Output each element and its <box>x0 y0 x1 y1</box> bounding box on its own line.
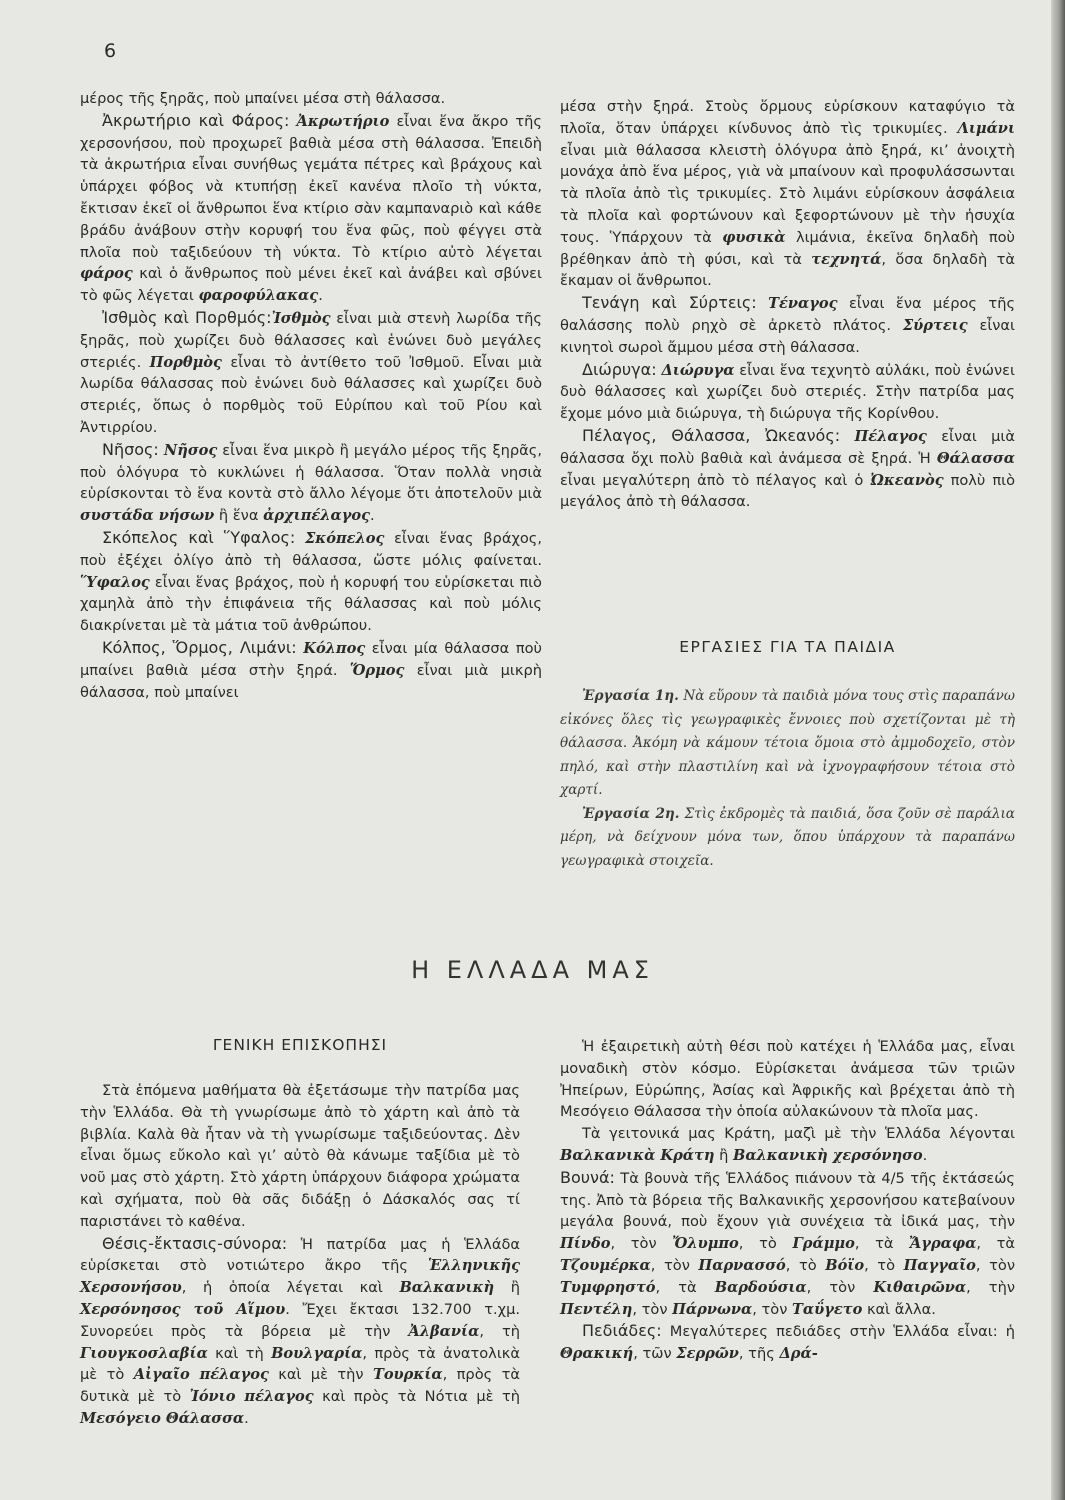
text: , τὴν <box>966 1278 1015 1296</box>
term: Μεσόγειο Θάλασσα <box>80 1409 245 1427</box>
text: . <box>318 287 323 305</box>
term: Βαλκανικὴ <box>399 1279 495 1297</box>
text: καὶ ἄλλα. <box>862 1300 936 1318</box>
paragraph-pelagos <box>560 425 1015 513</box>
term: Πίνδο <box>560 1235 611 1253</box>
text: εἶναι μιὰ μικρὴ θάλασσα, ποὺ μπαίνει <box>80 661 542 701</box>
paragraph-thesis <box>80 1233 520 1430</box>
text: , τὸ <box>785 1256 826 1274</box>
paragraph-dioryga <box>560 359 1015 425</box>
text: εἶναι ἕνα ἄκρο τῆς χερσονήσου, ποὺ προχωρεῖ βαθιὰ μέσα στὴ θάλασσα. Ἐπειδὴ τὰ ἀκρωτήρια εἶναι συνήθως γεμάτα πέτρες καὶ βράχους καὶ ὑπάρχει φόβος νὰ κτυπήσῃ ἐκεῖ κανένα πλοῖο τὴ νύκτα, ἔκτισαν ἐκεῖ οἱ ἄνθρωποι ἕνα κτίριο σὰν καμπαναριὸ καὶ κάθε βράδυ ἀνάβουν στὴν κορυφή του ἕνα φῶς, ποὺ φέγγει στὰ πλοῖα ποὺ ταξιδεύουν τὴ νύκτα. Τὸ κτίριο αὐτὸ λέγεται <box>80 112 542 261</box>
term-heading: Διώρυγα: <box>582 359 657 379</box>
text: Ἡ ἐξαιρετικὴ αὐτὴ θέσι ποὺ κατέχει ἡ Ἑλλάδα μας, εἶναι μοναδικὴ στὸν κόσμο. Εὑρίσκεται ἀνάμεσα τῶν τριῶν Ἠπείρων, Εὐρώπης, Ἀσίας καὶ Ἀφρικῆς καὶ βρέχεται ἀπὸ τὴ Μεσόγειο Θάλασσα τὴν ὁποία αὐλακώνουν τὰ πλοῖα μας. <box>560 1038 1015 1121</box>
term-heading: Σκόπελος καὶ Ὕφαλος: <box>102 527 296 547</box>
term: Τυμφρηστό <box>560 1278 656 1296</box>
term: Σερρῶν <box>676 1345 739 1363</box>
paragraph-tenagi <box>560 292 1015 358</box>
lower-right-column <box>560 1036 1015 1365</box>
term-heading: Πέλαγος, Θάλασσα, Ὠκεανός: <box>582 425 841 445</box>
term: Πεντέλη <box>560 1300 633 1318</box>
term: Ἰσθμὸς <box>271 309 331 327</box>
term: Βαλκανικὰ Κράτη <box>560 1146 715 1164</box>
term: φάρος <box>80 265 133 283</box>
text: πολὺ πιὸ μεγάλος ἀπὸ τὴ θάλασσα. <box>560 471 1015 511</box>
text: εἶναι μιὰ στενὴ λωρίδα τῆς ξηρᾶς, ποὺ χωρίζει δυὸ θάλασσες καὶ ἑνώνει δυὸ μεγάλες στεριές. <box>80 309 542 371</box>
page-edge-shadow <box>1051 0 1065 1500</box>
term: Κιθαιρῶνα <box>873 1278 967 1296</box>
term: Πορθμὸς <box>149 353 222 371</box>
term: ἀρχιπέλαγος <box>263 507 370 525</box>
term: Πάρνωνα <box>672 1300 753 1318</box>
paragraph-nisos <box>80 439 542 527</box>
text: , τὸν <box>975 1256 1015 1274</box>
task-label: Ἐργασία 1η. <box>582 688 679 704</box>
term: Γράμμο <box>792 1235 855 1253</box>
text: μέσα στὴν ξηρά. Στοὺς ὅρμους εὑρίσκουν καταφύγιο τὰ πλοῖα, ὅταν ὑπάρχει κίνδυνος ἀπὸ τὶς τρικυμίες. <box>560 98 1015 137</box>
term-heading: Νῆσος: <box>102 439 159 459</box>
text: , τὸν <box>610 1235 673 1253</box>
term-heading: Κόλπος, Ὅρμος, Λιμάνι: <box>102 637 297 657</box>
text: εἶναι μιὰ θάλασσα κλειστὴ ὁλόγυρα ἀπὸ ξηρά, κι’ ἀνοιχτὴ μονάχα ἀπὸ ἕνα μέρος, γιὰ νὰ μπαίνουν καὶ προφυλάσσωνται τὰ πλοῖα ἀπὸ τὶς τρικυμίες. Στὸ λιμάνι εὑρίσκουν ἀσφάλεια τὰ πλοῖα καὶ φορτώνουν καὶ ξεφορτώνουν μὲ τὴν ἡσυχία τους. Ὑπάρχουν τὰ <box>560 141 1015 246</box>
term: Ὕφαλος <box>80 573 150 591</box>
term: Θάλασσα <box>936 449 1015 467</box>
term: Βαρδούσια <box>714 1278 807 1296</box>
text: . <box>922 1146 928 1164</box>
term: τεχνητά <box>811 250 882 268</box>
term: Παρνασσό <box>698 1256 786 1274</box>
term-heading: Ἀκρωτήριο καὶ Φάρος: <box>102 110 290 130</box>
term: Τζουμέρκα <box>560 1256 651 1274</box>
paragraph-intro <box>80 1080 520 1233</box>
text: λιμάνια, ἐκεῖνα δηλαδὴ ποὺ βρέθηκαν ἀπὸ τὴ φύσι, καὶ τὰ <box>560 228 1016 268</box>
text: εἶναι τὸ ἀντίθετο τοῦ Ἰσθμοῦ. Εἶναι μιὰ λωρίδα θάλασσας ποὺ ἑνώνει δυὸ θάλασσες καὶ χωρίζει δυὸ στεριές, ὅπως ὁ πορθμὸς τοῦ Εὐρίπου καὶ τοῦ Ρίου καὶ Ἀντιρρίου. <box>80 353 542 436</box>
term: συστάδα νήσων <box>80 507 215 525</box>
paragraph-skopelos <box>80 527 542 637</box>
text: Ἡ πατρίδα μας ἡ Ἑλλάδα εὑρίσκεται στὸ νοτιώτερο ἄκρο τῆς <box>80 1235 520 1275</box>
term: Ἀλβανία <box>408 1322 480 1340</box>
text: . <box>369 507 375 525</box>
term: Ἰόνιο πέλαγος <box>189 1388 314 1406</box>
task-1 <box>560 685 1015 803</box>
term: Δρά- <box>779 1345 818 1363</box>
term-heading: Πεδιάδες: <box>582 1321 662 1341</box>
term: Ἄγραφα <box>909 1235 977 1253</box>
text: Τὰ βουνὰ τῆς Ἑλλάδος πιάνουν τὰ 4/5 τῆς ἐκτάσεώς της. Ἀπὸ τὰ βόρεια τῆς Βαλκανικῆς χερσονήσου κατεβαίνουν μεγάλα βουνά, ποὺ ἔχουν γιὰ συνέχεια τὰ ἰδικά μας, τὴν <box>560 1169 1015 1231</box>
text: , τὰ <box>854 1235 910 1253</box>
term-heading: Βουνά: <box>560 1167 615 1187</box>
text: . Ἔχει ἔκτασι 132.700 τ.χμ. Συνορεύει πρὸς τὰ βόρεια μὲ τὴν <box>80 1300 520 1340</box>
text: Στὰ ἑπόμενα μαθήματα θὰ ἐξετάσωμε τὴν πατρίδα μας τὴν Ἑλλάδα. Θὰ τὴ γνωρίσωμε ἀπὸ τὸ χάρτη καὶ ἀπὸ τὰ βιβλία. Καλὰ θὰ ἦταν νὰ τὴ γνωρίσωμε ταξιδεύοντας. Δὲν εἶναι ὅμως εὔκολο καὶ γι’ αὐτὸ θὰ κάνωμε ταξίδια μὲ τὸ νοῦ μας στὸ χάρτη. Στὸ χάρτη ὑπάρχουν διάφορα χρώματα καὶ σχήματα, ποὺ θὰ σᾶς διδάξῃ ὁ Δάσκαλός σας τί παριστάνει τὸ καθένα. <box>80 1082 520 1230</box>
term: Νῆσος <box>163 441 218 459</box>
paragraph-isthmos <box>80 307 542 439</box>
page-number: 6 <box>104 40 117 62</box>
lower-left-column <box>80 1080 520 1430</box>
text: , τὸν <box>806 1278 874 1296</box>
text: , τὸν <box>752 1300 793 1318</box>
text: εἶναι κινητοὶ σωροὶ ἄμμου μέσα στὴ θάλασσα. <box>560 316 1015 356</box>
text: , τὸν <box>650 1256 699 1274</box>
paragraph-akrotirio <box>80 110 542 307</box>
term: Βόϊο <box>825 1256 865 1274</box>
text: καὶ πρὸς τὰ Νότια μὲ τὴ <box>313 1388 521 1406</box>
text: , πρὸς τὰ δυτικὰ μὲ τὸ <box>80 1366 520 1406</box>
text: καὶ ὁ ἄνθρωπος ποὺ μένει ἐκεῖ καὶ ἀνάβει καὶ σβύνει τὸ φῶς λέγεται <box>80 265 542 305</box>
term: Γιουγκοσλαβία <box>80 1344 208 1362</box>
tasks-block <box>560 685 1015 873</box>
term: Κόλπος <box>303 639 366 657</box>
upper-right-column <box>560 96 1015 513</box>
term: Βουλγαρία <box>271 1344 363 1362</box>
upper-left-column <box>80 88 542 703</box>
subsection-title: ΓΕΝΙΚΗ ΕΠΙΣΚΟΠΗΣΙ <box>212 1036 388 1054</box>
term-heading: Θέσις-ἔκτασις-σύνορα: <box>102 1233 288 1253</box>
text: εἶναι ἕνας βράχος, ποὺ ἐξέχει ὀλίγο ἀπὸ τὴ θάλασσα, ὥστε μόλις φαίνεται. <box>80 529 543 569</box>
text: , τῆς <box>738 1345 780 1363</box>
term: Ὠκεανὸς <box>870 471 944 489</box>
paragraph-neighbors <box>560 1123 1015 1167</box>
term: Βαλκανικὴ χερσόνησο <box>732 1146 923 1164</box>
term: Αἰγαῖο πέλαγος <box>133 1366 269 1384</box>
term: Ταΰγετο <box>792 1300 863 1318</box>
term-heading: Ἰσθμὸς καὶ Πορθμός: <box>102 307 272 327</box>
term: Σύρτεις <box>902 316 968 334</box>
term: Χερσόνησος τοῦ Αἵμου <box>80 1300 286 1318</box>
text: , ἡ ὁποία λέγεται καὶ <box>181 1279 400 1297</box>
text: , τῶν <box>633 1345 677 1363</box>
term: Σκόπελος <box>304 529 385 547</box>
text: , πρὸς τὰ ἀνατολικὰ μὲ τὸ <box>80 1344 520 1384</box>
term: Ἀκρωτήριο <box>296 112 390 130</box>
term-heading: Τενάγη καὶ Σύρτεις: <box>582 293 757 313</box>
text: , τὴ <box>479 1322 520 1340</box>
term: Ὄλυμπο <box>672 1235 739 1253</box>
term: Παγγαῖο <box>903 1256 976 1274</box>
task-2 <box>560 803 1015 874</box>
term: Τουρκία <box>372 1366 443 1384</box>
paragraph <box>80 88 542 110</box>
text: Μεγαλύτερες πεδιάδες στὴν Ἑλλάδα εἶναι: ἡ <box>661 1323 1015 1341</box>
term: φυσικὰ <box>722 228 786 246</box>
term: Πέλαγος <box>854 427 927 445</box>
paragraph-kolpos <box>80 637 542 703</box>
paragraph-limani <box>560 96 1015 292</box>
task-text: Νὰ εὕρουν τὰ παιδιὰ μόνα τους στὶς παραπάνω εἰκόνες ὅλες τὶς γεωγραφικὲς ἔννοιες ποὺ σχετίζονται μὲ τὴ θάλασσα. Ἀκόμη νὰ κάμουν τέτοια ὅμοια στὸ ἀμμοδοχεῖο, στὸν πηλό, καὶ στὴν πλαστιλίνη καὶ νὰ ἰχνογραφήσουν τέτοια στὸ χαρτί. <box>560 688 1015 798</box>
term: φαροφύλακας <box>198 287 319 305</box>
term: Ὅρμος <box>349 661 405 679</box>
text: ἢ <box>494 1279 520 1297</box>
text: εἶναι μεγαλύτερη ἀπὸ τὸ πέλαγος καὶ ὁ <box>560 471 871 489</box>
text: ἢ <box>714 1146 733 1164</box>
paragraph-position <box>560 1036 1015 1123</box>
text: εἶναι ἕνας βράχος, ποὺ ἡ κορυφή του εὑρίσκεται πιὸ χαμηλὰ ἀπὸ τὴν ἐπιφάνεια τῆς θάλασσας καὶ ποὺ μόλις διακρίνεται μὲ τὰ μάτια τοῦ ἀνθρώπου. <box>80 573 542 635</box>
task-label: Ἐργασία 2η. <box>582 805 680 822</box>
term: Διώρυγα <box>661 361 735 379</box>
text: , ὅσα δηλαδὴ τὰ ἔκαμαν οἱ ἄνθρωποι. <box>560 250 1016 290</box>
text: , τὸ <box>738 1235 793 1253</box>
text: εἶναι ἕνα μικρὸ ἢ μεγάλο μέρος τῆς ξηρᾶς, ποὺ ὁλόγυρα τὸ κυκλώνει ἡ θάλασσα. Ὅταν πολλὰ νησιὰ εὑρίσκονται τὸ ἕνα κοντὰ στὸ ἄλλο λέγομε ὅτι ἀποτελοῦν μιὰ <box>80 441 543 503</box>
text: μέρος τῆς ξηρᾶς, ποὺ μπαίνει μέσα στὴ θάλασσα. <box>80 90 446 107</box>
paragraph-mountains <box>560 1167 1015 1321</box>
term: Τέναγος <box>768 295 838 313</box>
text: εἶναι ἕνα μέρος τῆς θαλάσσης πολὺ ρηχὸ σὲ ἀρκετὸ πλάτος. <box>560 295 1016 334</box>
paragraph-plains <box>560 1320 1015 1365</box>
text: Τὰ γειτονικά μας Κράτη, μαζὶ μὲ τὴν Ἑλλάδα λέγονται <box>582 1125 1015 1143</box>
text: ἢ ἕνα <box>214 507 264 525</box>
text: , τὰ <box>976 1235 1015 1253</box>
text: , τὸ <box>864 1256 904 1274</box>
text: εἶναι μία θάλασσα ποὺ μπαίνει βαθιὰ μέσα στὴν ξηρά. <box>80 639 543 679</box>
text: καὶ τὴ <box>207 1344 272 1362</box>
section-title: Η ΕΛΛΑΔΑ ΜΑΣ <box>411 956 654 984</box>
term: Ἑλληνικῆς Χερσονήσου <box>80 1257 520 1297</box>
task-text: Στὶς ἐκδρομὲς τὰ παιδιά, ὅσα ζοῦν σὲ παράλια μέρη, νὰ δείχνουν μόνα των, ὅπου ὑπάρχουν τὰ παραπάνω γεωγραφικὰ στοιχεῖα. <box>560 805 1015 869</box>
text: . <box>244 1409 249 1427</box>
tasks-heading: ΕΡΓΑΣΙΕΣ ΓΙΑ ΤΑ ΠΑΙΔΙΑ <box>679 638 896 656</box>
text: , τὰ <box>655 1278 715 1296</box>
term: Λιμάνι <box>957 119 1015 137</box>
text: εἶναι ἕνα τεχνητὸ αὐλάκι, ποὺ ἑνώνει δυὸ θάλασσες καὶ χωρίζει δυὸ στεριές. Στὴν πατρίδα μας ἔχομε μόνο μιὰ διώρυγα, τὴ διώρυγα τῆς Κορίνθου. <box>560 361 1015 423</box>
text: καὶ μὲ τὴν <box>268 1366 373 1384</box>
text: , τὸν <box>632 1300 673 1318</box>
text: εἶναι μιὰ θάλασσα ὄχι πολὺ βαθιὰ καὶ ἀνάμεσα σὲ ξηρά. Ἡ <box>560 427 1015 467</box>
term: Θρακική <box>560 1345 634 1363</box>
